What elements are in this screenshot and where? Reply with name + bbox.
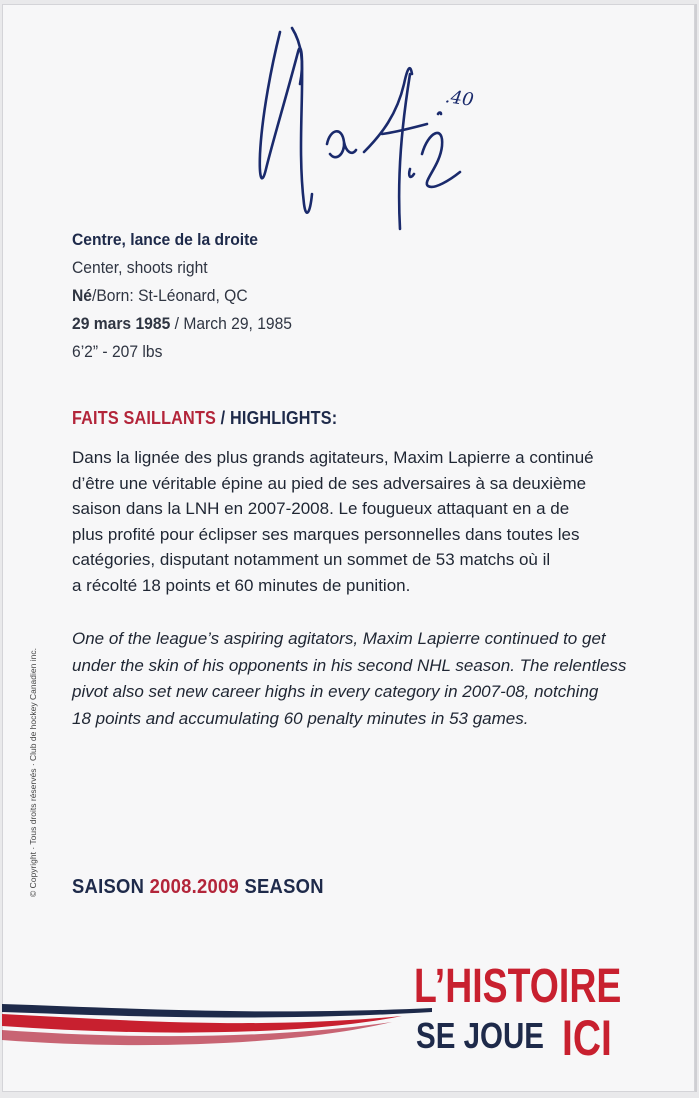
born-place: St-Léonard, QC	[138, 286, 248, 305]
highlights-heading-fr: FAITS SAILLANTS	[72, 408, 216, 428]
signature-number: .40	[443, 86, 475, 111]
flag-swoosh	[2, 994, 432, 1054]
highlights-heading-en: / HIGHLIGHTS:	[216, 408, 338, 428]
birthdate-en: / March 29, 1985	[170, 314, 293, 333]
tagline-line2: SE JOUE	[416, 1015, 544, 1056]
birthdate-fr: 29 mars 1985	[72, 314, 171, 333]
autograph-card-back	[2, 4, 695, 1092]
highlights-text-fr	[72, 445, 657, 598]
season-suffix: SEASON	[239, 876, 324, 898]
text-en-line: pivot also set new career highs in every category in 2007-08, notching	[72, 682, 599, 701]
season-prefix: SAISON	[72, 876, 150, 898]
position-en: Center, shoots right	[72, 258, 208, 277]
signature-ink	[232, 4, 532, 244]
text-en-line: under the skin of his opponents in his second NHL season. The relentless	[72, 655, 627, 675]
highlights-heading	[72, 408, 337, 429]
text-fr-line: Dans la lignée des plus grands agitateurs, Maxim Lapierre a continué	[72, 448, 594, 467]
text-fr-line: saison dans la LNH en 2007-2008. Le fougueux attaquant en a de	[72, 499, 570, 518]
text-fr-line: plus profité pour éclipser ses marques personnelles dans toutes les	[72, 524, 580, 544]
text-fr-line: catégories, disputant notamment un sommet de 53 matchs où il	[72, 550, 551, 569]
height-weight: 6’2” - 207 lbs	[72, 342, 163, 361]
season-label	[72, 876, 324, 899]
text-fr-line: a récolté 18 points et 60 minutes de punition.	[72, 575, 411, 595]
born-label-fr: Né	[72, 286, 92, 305]
copyright-notice: © Copyright · Tous droits réservés · Club de hockey Canadien inc.	[28, 648, 38, 897]
player-bio	[72, 226, 472, 366]
birthplace	[72, 282, 440, 310]
tagline-line1: L’HISTOIRE	[414, 960, 622, 1013]
season-years: 2008.2009	[149, 876, 240, 898]
text-fr-line: d’être une véritable épine au pied de ses adversaires à sa deuxième	[72, 473, 587, 493]
highlights-text-en	[72, 626, 657, 732]
birthdate	[72, 310, 440, 338]
born-label-en: /Born:	[91, 286, 139, 305]
position-fr: Centre, lance de la droite	[72, 230, 259, 249]
text-en-line: One of the league’s aspiring agitators, Maxim Lapierre continued to get	[72, 629, 606, 648]
tagline-line3: ICI	[562, 1010, 612, 1066]
handwritten-signature	[232, 4, 532, 244]
text-en-line: 18 points and accumulating 60 penalty minutes in 53 games.	[72, 708, 529, 728]
